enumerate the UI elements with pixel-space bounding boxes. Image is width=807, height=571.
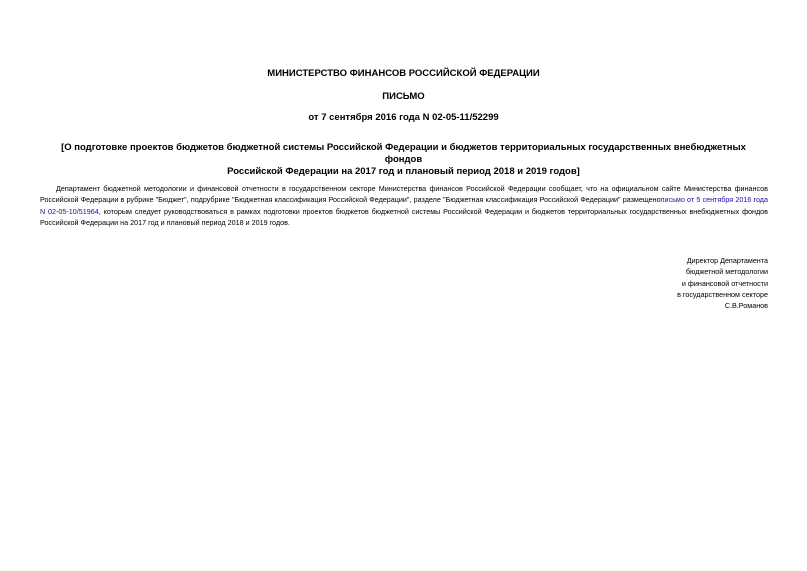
signature-block <box>677 255 768 311</box>
signature-position-line-2: бюджетной методологии <box>685 267 768 277</box>
body-text-start: Департамент бюджетной методологии и финансовой отчетности в государственном секторе Министерства финансов Российской Федерации сообщает, что на официальном сайте Министерства финансов Российской Федерации в рубрике "Бюджет", подрубрике "Бюджетная классификация Российской Федерации", разделе "Бюджетная классификация Российской Федерации" размещено <box>40 184 768 205</box>
ministry-title: МИНИСТЕРСТВО ФИНАНСОВ РОССИЙСКОЙ ФЕДЕРАЦИИ <box>267 68 540 79</box>
referenced-letter-link[interactable]: письмо от 5 сентября 2016 года N 02-05-10/51964 <box>40 195 769 216</box>
body-paragraph <box>40 183 768 229</box>
signature-position-line-4: в государственном секторе <box>677 289 768 299</box>
document-subject <box>50 142 757 178</box>
signature-position-line-3: и финансовой отчетности <box>681 278 768 288</box>
document-date-number: от 7 сентября 2016 года N 02-05-11/52299 <box>308 112 499 123</box>
signature-position-line-1: Директор Департамента <box>686 256 768 265</box>
subject-line-1: [О подготовке проектов бюджетов бюджетной системы Российской Федерации и бюджетов территориальных государственных внебюджетных фондов <box>61 142 746 165</box>
document-type: ПИСЬМО <box>382 91 425 102</box>
subject-line-2: Российской Федерации на 2017 год и плановый период 2018 и 2019 годов] <box>227 166 580 177</box>
signer-name: С.В.Романов <box>724 301 768 311</box>
body-text-end: , которым следует руководствоваться в рамках подготовки проектов бюджетов бюджетной системы Российской Федерации и бюджетов территориальных государственных внебюджетных фондов Российской Федерации на 2017 год и плановый период 2018 и 2019 годов. <box>40 206 768 228</box>
